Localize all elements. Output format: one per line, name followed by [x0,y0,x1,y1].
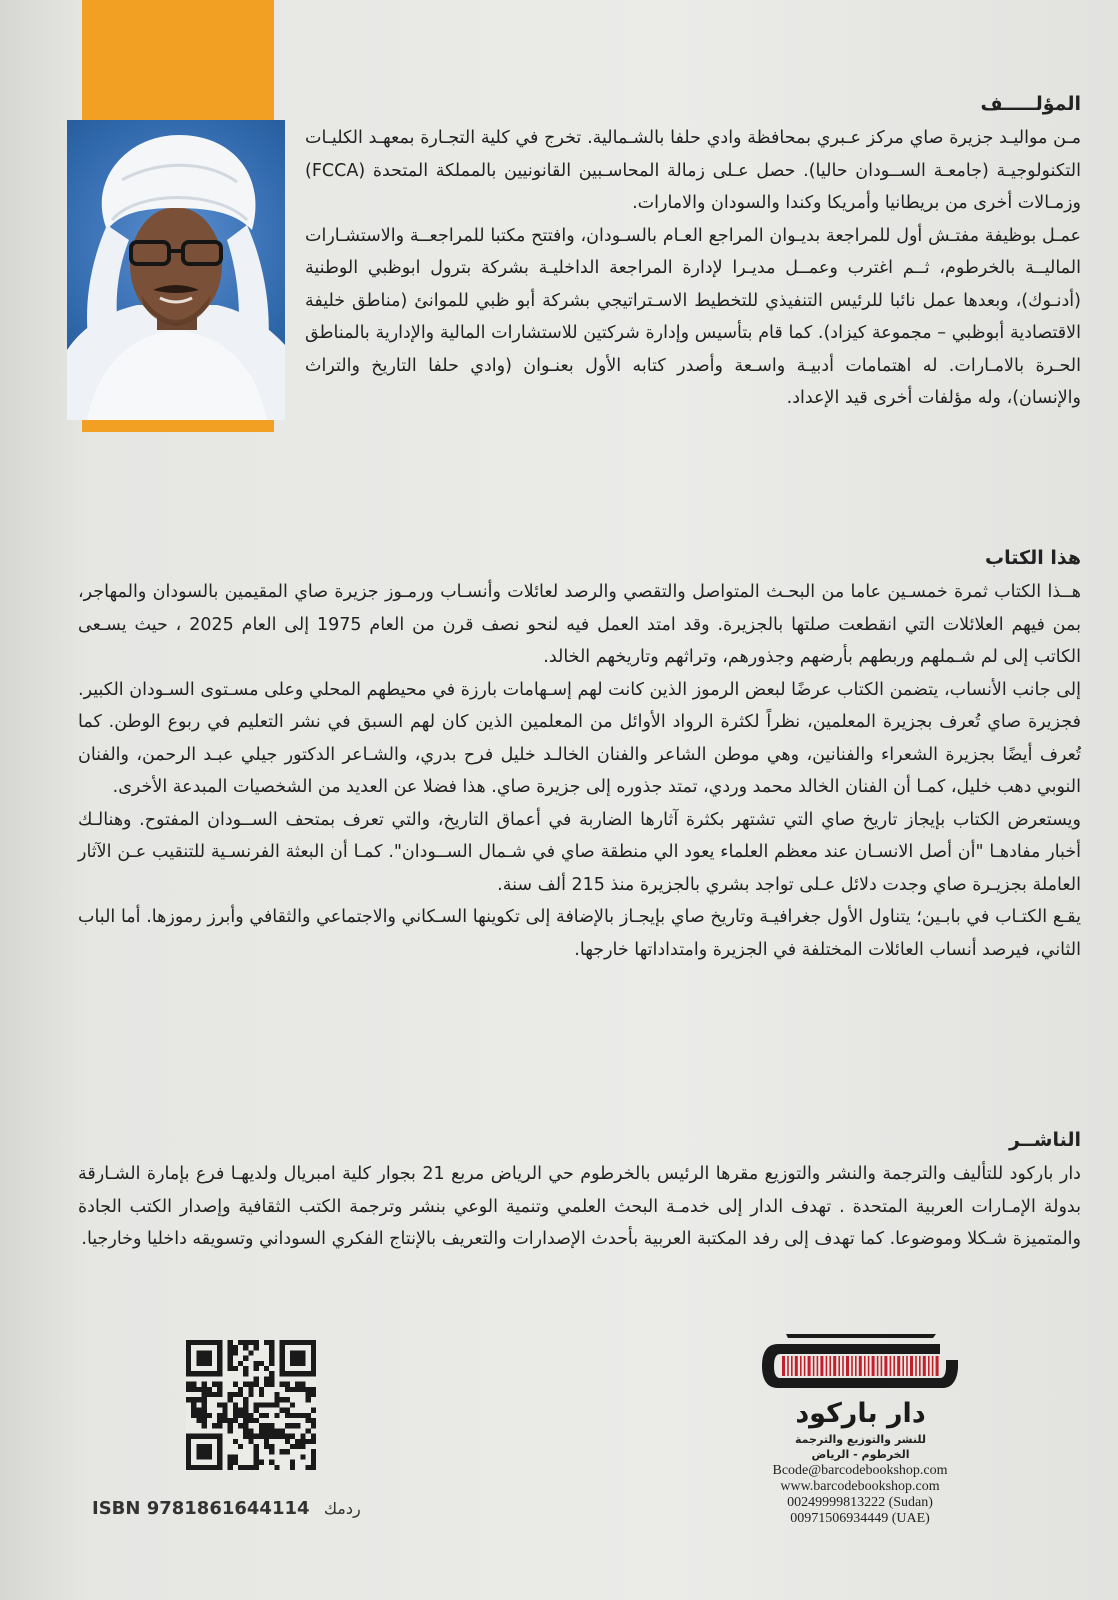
publisher-heading: الناشــر [1008,1129,1081,1151]
contact-phone-sudan: 00249999813222 (Sudan) [787,1495,933,1510]
author-paragraph-2: عمـل بوظيفة مفتـش أول للمراجعة بديـوان المراجع العـام بالسـودان، وافتتح مكتبا للمراجعــة والاستشـارات الماليــة بالخرطوم، ثــم اغترب وعمــل مديـرا لإدارة المراجعة الداخليـة بشركة بترول ابوظبي الوطنية (أدنـوك)، وبعدها عمل نائبا للرئيس التنفيذي للتخطيط الاسـتراتيجي بشركة أبو ظبي للموانئ (مناطق خليفة الاقتصادية أبوظبي – مجموعة كيزاد). كما قام بتأسيس وإدارة شركتين للاستشارات المالية والإدارية بالمناطق الحـرة بالامـارات. له اهتمامات أدبيـة واسـعة وأصدر كتابه الأول بعنـوان (وادي حلفا التاريخ والتراث والإنسان)، وله مؤلفات أخرى قيد الإعداد. [305,225,1081,408]
orange-accent-top [82,0,274,120]
book-heading: هذا الكتاب [985,547,1081,569]
isbn-line [92,1498,361,1519]
book-paragraph-3: ويستعرض الكتاب بإيجاز تاريخ صاي التي تشتهر بكثرة آثارها الضاربة في أعماق التاريخ، والتي تعرف بمتحف الســودان المفتوح. وهنالـك أخبار مفادهـا "أن أصل الانسـان عند معظم العلماء يعود الي منطقة صاي في شـمال الســودان". كمـا أن البعثة الفرنسـية للتنقيب عـن الآثار العاملة بجزيـرة صاي وجدت دلائل عـلى تواجد بشري بالجزيرة منذ 215 ألف سنة. [78,809,1081,895]
publisher-contacts [735,1463,985,1527]
author-paragraph-1: مـن مواليـد جزيرة صاي مركز عـبري بمحافظة وادي حلفا بالشـمالية. تخرج في كلية التجـارة بمعهـد الكليـات التكنولوجيـة (جامعـة الســودان حاليا). حصل عـلى زمالة المحاسـبين القانونيين بالمملكة المتحدة (FCCA) وزمـالات أخرى من بريطانيا وأمريكا وكندا والسودان والامارات. [305,128,1081,213]
publisher-section [78,1122,1081,1256]
book-paragraph-1: هــذا الكتاب ثمرة خمسـين عاما من البحـث المتواصل والتقصي والرصد لعائلات وأنسـاب ورمـوز جزيرة صاي المقيمين بالسودان والمهاجر، بمن فيهم العلائلات التي انقطعت صلتها بالجزيرة. وقد امتد العمل فيه لنحو نصف قرن من العام 1975 إلى العام 2025 ، حيث يسـعى الكاتب إلى لم شـملهم وربطهم بأرضهم وجذورهم، وتراثهم وتاريخهم الخالد. [78,582,1081,667]
isbn-arabic-label: ردمك [323,1499,361,1518]
publisher-logo-name: دار باركود [795,1398,926,1429]
author-photo [67,120,285,420]
publisher-paragraph: دار باركود للتأليف والترجمة والنشر والتوزيع مقرها الرئيس بالخرطوم حي الرياض مربع 21 بجوار كلية امبريال ولديهـا فرع بإمارة الشـارقة بدولة الإمـارات العربية المتحدة . تهدف الدار إلى خدمـة البحث العلمي وتنمية الوعي بنشر وترجمة الكتب الثقافية وإصدار الكتب الجادة والمتميزة شـكلا وموضوعا. كما تهدف إلى رفد المكتبة العربية بأحدث الإصدارات والتعريف بالإنتاج الفكري السوداني وتسويقه داخليا وخارجيا. [78,1164,1081,1249]
author-section [305,86,1081,415]
qr-code [186,1340,316,1470]
publisher-logo [758,1330,963,1402]
contact-website: www.barcodebookshop.com [780,1479,940,1494]
contact-email: Bcode@barcodebookshop.com [772,1463,948,1478]
publisher-logo-tagline-2: الخرطوم - الرياض [811,1448,910,1461]
isbn-number: ISBN 9781861644114 [92,1498,310,1519]
author-heading: المؤلـــــف [980,93,1081,115]
publisher-logo-tagline [758,1432,963,1462]
contact-phone-uae: 00971506934449 (UAE) [790,1511,930,1526]
publisher-logo-tagline-1: للنشر والتوزيع والترجمة [795,1433,926,1446]
book-section [78,540,1081,966]
book-paragraph-2: إلى جانب الأنساب، يتضمن الكتاب عرضًا لبعض الرموز الذين كانت لهم إسـهامات بارزة في محيطهم المحلي وعلى مسـتوى السـودان الكبير. فجزيرة صاي تُعرف بجزيرة المعلمين، نظراً لكثرة الرواد الأوائل من المعلمين الذين كان لهم السبق في نشر التعليم في ربوع الوطن. كما تُعرف أيضًا بجزيرة الشعراء والفنانين، وهي موطن الشاعر والفنان الخالـد خليل فرح بدري، والشـاعر الدكتور جيلي عبـد الرحمن، والفنان النوبي دهب خليل، كمـا أن الفنان الخالد محمد وردي، تمتد جذوره إلى جزيرة صاي. هذا فضلا عن العديد من الشخصيات المبدعة الأخرى. [78,679,1081,797]
book-paragraph-4: يقـع الكتـاب في بابـين؛ يتناول الأول جغرافيـة وتاريخ صاي بإيجـاز بالإضافة إلى تكوينها السـكاني والاجتماعي والثقافي وأبرز رموزها. أما الباب الثاني، فيرصد أنساب العائلات المختلفة في الجزيرة وامتداداتها خارجها. [78,907,1081,960]
